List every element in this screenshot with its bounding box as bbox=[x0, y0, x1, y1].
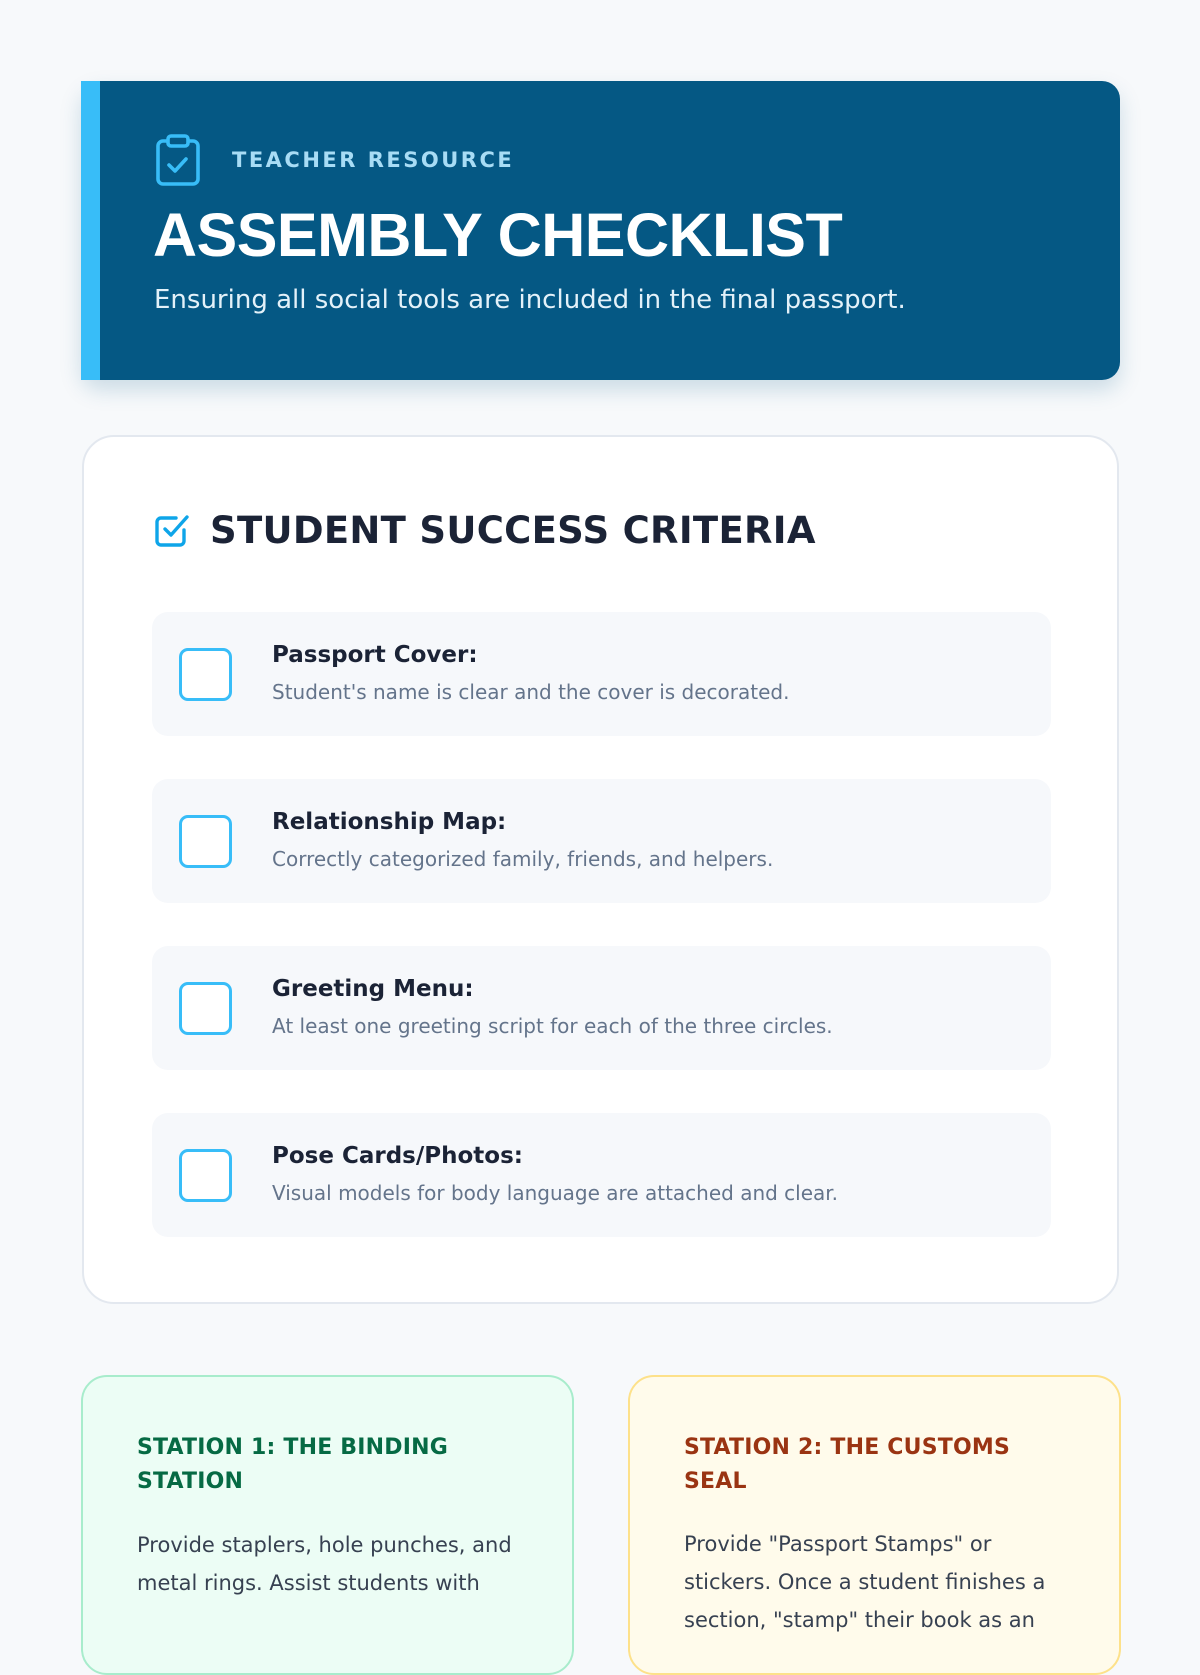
checkbox[interactable] bbox=[179, 815, 232, 868]
criteria-item-title: Relationship Map: bbox=[272, 809, 507, 835]
criteria-item-greeting-menu bbox=[152, 946, 1051, 1070]
criteria-heading: STUDENT SUCCESS CRITERIA bbox=[210, 508, 816, 552]
success-criteria-card bbox=[82, 435, 1119, 1304]
criteria-item-relationship-map bbox=[152, 779, 1051, 903]
criteria-item-title: Greeting Menu: bbox=[272, 976, 474, 1002]
criteria-item-description: At least one greeting script for each of the three circles. bbox=[272, 1014, 833, 1038]
station-card-customs-seal bbox=[628, 1375, 1121, 1675]
station-body: Provide "Passport Stamps" or stickers. Once a student finishes a section, "stamp" their book as an bbox=[684, 1532, 1046, 1632]
checkbox[interactable] bbox=[179, 648, 232, 701]
checkbox[interactable] bbox=[179, 1149, 232, 1202]
page-subtitle: Ensuring all social tools are included in the final passport. bbox=[154, 285, 906, 315]
page-title: ASSEMBLY CHECKLIST bbox=[153, 201, 843, 269]
criteria-item-description: Visual models for body language are attached and clear. bbox=[272, 1181, 839, 1205]
banner-kicker-row bbox=[155, 134, 514, 186]
station-title: STATION 1: THE BINDING STATION bbox=[137, 1435, 448, 1494]
banner-kicker: TEACHER RESOURCE bbox=[232, 148, 515, 172]
criteria-item-pose-cards bbox=[152, 1113, 1051, 1237]
clipboard-check-icon bbox=[155, 134, 201, 186]
checkbox[interactable] bbox=[179, 982, 232, 1035]
criteria-item-description: Correctly categorized family, friends, and helpers. bbox=[272, 847, 774, 871]
criteria-item-title: Passport Cover: bbox=[272, 642, 478, 668]
station-body: Provide staplers, hole punches, and metal rings. Assist students with bbox=[137, 1533, 512, 1595]
criteria-item-title: Pose Cards/Photos: bbox=[272, 1143, 523, 1169]
criteria-item-description: Student's name is clear and the cover is decorated. bbox=[272, 680, 790, 704]
criteria-heading-row bbox=[154, 505, 816, 555]
criteria-list bbox=[152, 612, 1051, 1280]
station-title: STATION 2: THE CUSTOMS SEAL bbox=[684, 1435, 1010, 1494]
station-card-binding bbox=[81, 1375, 574, 1675]
banner-accent-bar bbox=[81, 81, 100, 380]
checkbox-checked-icon bbox=[154, 512, 190, 548]
criteria-item-passport-cover bbox=[152, 612, 1051, 736]
